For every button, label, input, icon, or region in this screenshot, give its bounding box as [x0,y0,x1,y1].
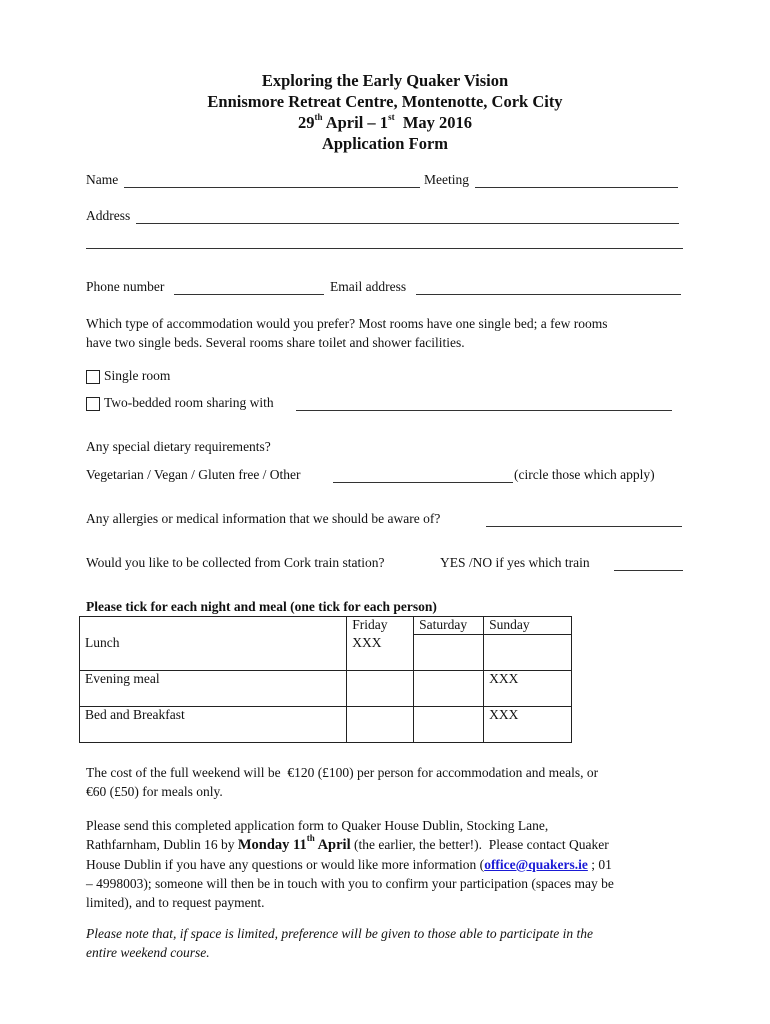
address-field-line1[interactable] [136,223,679,224]
meal-cell[interactable] [347,671,414,707]
phone-field[interactable] [174,294,324,295]
allergies-field[interactable] [486,526,682,527]
meal-cell[interactable] [414,707,484,743]
name-field[interactable] [124,187,420,188]
row-label: Lunch [80,635,347,671]
dietary-hint: (circle those which apply) [514,467,655,482]
column-header-friday: Friday [347,617,414,635]
dietary-question: Any special dietary requirements? [86,439,271,454]
train-field[interactable] [614,570,683,571]
form-header [0,70,770,154]
email-field[interactable] [416,294,681,295]
column-header-sunday: Sunday [484,617,572,635]
sharing-with-field[interactable] [296,410,672,411]
collection-choices[interactable]: YES /NO if yes which train [440,555,590,570]
meals-table [79,616,572,743]
form-title: Application Form [321,134,449,153]
collection-question: Would you like to be collected from Cork train station? [86,555,385,570]
event-dates: 29th April – 1st May 2016 [297,111,473,132]
dietary-other-field[interactable] [333,482,513,483]
table-row [80,671,572,707]
meal-cell[interactable] [347,707,414,743]
meal-cell[interactable]: XXX [484,707,572,743]
meals-heading: Please tick for each night and meal (one tick for each person) [86,599,437,614]
event-venue: Ennismore Retreat Centre, Montenotte, Cork City [207,92,563,111]
table-header-row [80,617,572,635]
cost-paragraph: The cost of the full weekend will be €120 (£100) per person for accommodation and meals, or €60 (£50) for meals only. [86,765,599,799]
table-row [80,707,572,743]
meeting-label: Meeting [424,172,469,187]
single-room-checkbox[interactable] [86,370,100,384]
meeting-field[interactable] [475,187,678,188]
column-header-saturday: Saturday [414,617,484,635]
priority-note: Please note that, if space is limited, preference will be given to those able to participate in the entire weekend course. [86,926,594,960]
meal-cell[interactable]: XXX [347,635,414,671]
meal-cell[interactable] [484,635,572,671]
accommodation-question: Which type of accommodation would you prefer? Most rooms have one single bed; a few rooms have two single beds. Several rooms share toilet and shower facilities. [86,316,608,350]
allergies-question: Any allergies or medical information that we should be aware of? [86,511,441,526]
event-title: Exploring the Early Quaker Vision [261,71,509,90]
two-bedded-room-checkbox[interactable] [86,397,100,411]
email-link[interactable]: office@quakers.ie [484,857,588,872]
single-room-label: Single room [104,368,171,383]
address-field-line2[interactable] [86,248,683,249]
row-label: Evening meal [80,671,347,707]
send-instructions: Please send this completed application form to Quaker House Dublin, Stocking Lane, Rathfarnham, Dublin 16 by Monday 11th April (the earlier, the better!). Please contact Quaker House Dublin if you have any questions or would like more information (office@quakers.ie ; 01 – 4998003); someone will then be in touch with you to confirm your participation (spaces may be limited), and to request payment. [86,818,614,910]
dietary-options[interactable]: Vegetarian / Vegan / Gluten free / Other [86,467,301,482]
name-label: Name [86,172,119,187]
table-header-blank [80,617,347,635]
meal-cell[interactable] [414,671,484,707]
table-row [80,635,572,671]
phone-label: Phone number [86,279,165,294]
row-label: Bed and Breakfast [80,707,347,743]
meal-cell[interactable] [414,635,484,671]
email-label: Email address [330,279,407,294]
meal-cell[interactable]: XXX [484,671,572,707]
address-label: Address [86,208,131,223]
two-bedded-room-label: Two-bedded room sharing with [104,395,274,410]
